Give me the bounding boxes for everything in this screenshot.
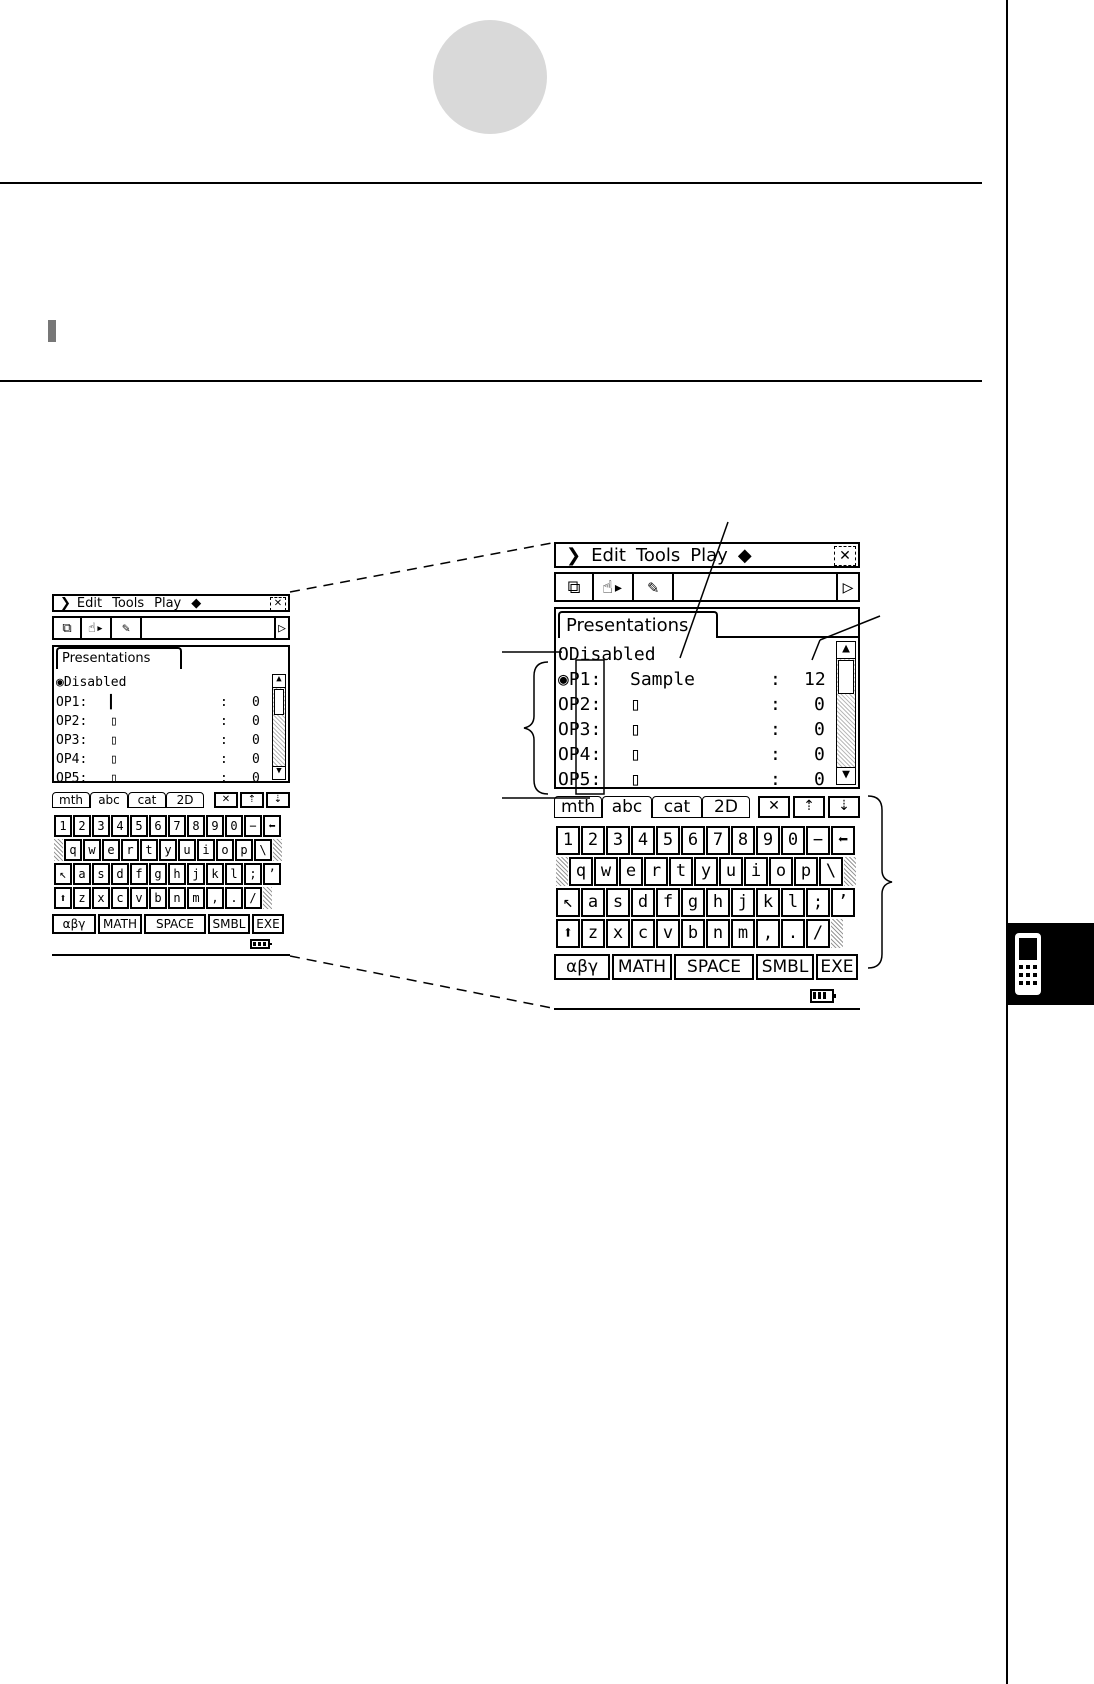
key-bottom-exe[interactable]: EXE	[252, 914, 284, 934]
row-p5[interactable]: OP5: ▯ : 0	[56, 771, 260, 786]
key-row4-6[interactable]: n	[706, 919, 730, 948]
key-row4-2[interactable]: x	[606, 919, 630, 948]
key-row4-0[interactable]: ⬆	[556, 919, 580, 948]
key-row4-1[interactable]: z	[73, 887, 91, 909]
key-row2-6[interactable]: u	[178, 839, 196, 861]
key-row1-10[interactable]: −	[806, 826, 830, 855]
key-row4-5[interactable]: b	[149, 887, 167, 909]
row-disabled[interactable]: ODisabled	[558, 644, 656, 665]
key-row1-1[interactable]: 2	[73, 815, 91, 837]
key-row2-6[interactable]: u	[719, 857, 743, 886]
key-row1-4[interactable]: 5	[130, 815, 148, 837]
key-row1-3[interactable]: 4	[631, 826, 655, 855]
key-bottom-math[interactable]: MATH	[98, 914, 142, 934]
diamond-icon[interactable]: ◆	[737, 544, 752, 566]
scroll-up-icon[interactable]: ▲	[273, 675, 285, 688]
key-row2-7[interactable]: i	[744, 857, 768, 886]
key-row1-2[interactable]: 3	[606, 826, 630, 855]
key-row1-7[interactable]: 8	[187, 815, 205, 837]
key-row1-7[interactable]: 8	[731, 826, 755, 855]
key-row1-0[interactable]: 1	[556, 826, 580, 855]
tab-2d[interactable]: 2D	[702, 796, 750, 818]
key-row1-3[interactable]: 4	[111, 815, 129, 837]
key-row2-7[interactable]: i	[197, 839, 215, 861]
key-row3-5[interactable]: g	[681, 888, 705, 917]
key-row2-3[interactable]: r	[121, 839, 139, 861]
key-row1-9[interactable]: 0	[781, 826, 805, 855]
key-row2-1[interactable]: w	[594, 857, 618, 886]
key-row3-10[interactable]: ;	[806, 888, 830, 917]
key-row3-6[interactable]: h	[706, 888, 730, 917]
row-p5[interactable]: OP5: ▯ : 0	[558, 769, 825, 790]
key-row1-5[interactable]: 6	[149, 815, 167, 837]
key-row3-1[interactable]: a	[581, 888, 605, 917]
key-row2-1[interactable]: w	[83, 839, 101, 861]
key-row3-0[interactable]: ↖	[54, 863, 72, 885]
zoom-line-bottom	[290, 956, 552, 1008]
copy-icon[interactable]: ⧉	[556, 574, 594, 600]
key-row2-9[interactable]: p	[794, 857, 818, 886]
key-row3-11[interactable]: ’	[263, 863, 281, 885]
tab-abc[interactable]: abc	[602, 796, 652, 818]
tab-abc[interactable]: abc	[90, 792, 128, 808]
kb-up-icon[interactable]: ⇡	[793, 796, 825, 818]
key-row4-5[interactable]: b	[681, 919, 705, 948]
key-row3-2[interactable]: s	[92, 863, 110, 885]
row-p1[interactable]: ◉P1: Sample : 12	[558, 669, 826, 690]
close-icon[interactable]: ✕	[834, 546, 856, 566]
key-row1-11[interactable]: ⬅	[831, 826, 855, 855]
menu-play[interactable]: Play	[690, 544, 728, 566]
key-row4-8[interactable]: ,	[756, 919, 780, 948]
key-row1-1[interactable]: 2	[581, 826, 605, 855]
highlight-labels	[576, 660, 604, 794]
key-row4-3[interactable]: c	[631, 919, 655, 948]
kb-delete-icon[interactable]: ✕	[214, 792, 238, 808]
key-bottom-αβγ[interactable]: αβγ	[554, 954, 610, 980]
menu-edit[interactable]: Edit	[591, 544, 626, 566]
tab-cat[interactable]: cat	[652, 796, 702, 818]
key-row3-7[interactable]: j	[187, 863, 205, 885]
key-row2-3[interactable]: r	[644, 857, 668, 886]
key-row1-6[interactable]: 7	[706, 826, 730, 855]
key-row2-2[interactable]: e	[102, 839, 120, 861]
close-icon[interactable]: ✕	[270, 597, 286, 611]
key-row2-0[interactable]: q	[569, 857, 593, 886]
key-row4-10[interactable]: /	[244, 887, 262, 909]
play-hand-icon[interactable]: ☝▸	[82, 618, 112, 638]
key-row4-6[interactable]: n	[168, 887, 186, 909]
edit-icon[interactable]: ✎	[634, 574, 674, 600]
key-row2-4[interactable]: t	[669, 857, 693, 886]
key-row2-8[interactable]: o	[216, 839, 234, 861]
key-row1-0[interactable]: 1	[54, 815, 72, 837]
key-row4-4[interactable]: v	[656, 919, 680, 948]
tab-mth[interactable]: mth	[52, 792, 90, 808]
key-row3-4[interactable]: f	[656, 888, 680, 917]
key-row3-0[interactable]: ↖	[556, 888, 580, 917]
brace-left	[524, 662, 548, 794]
key-row3-3[interactable]: d	[111, 863, 129, 885]
menu-tools[interactable]: Tools	[635, 544, 681, 566]
key-row3-10[interactable]: ;	[244, 863, 262, 885]
key-row2-5[interactable]: y	[694, 857, 718, 886]
copy-icon[interactable]: ⧉	[54, 618, 82, 638]
key-bottom-math[interactable]: MATH	[612, 954, 672, 980]
callout-name	[680, 522, 728, 658]
toolbar-scroll-arrow[interactable]: ▷	[274, 618, 288, 638]
row-p4[interactable]: OP4: ▯ : 0	[56, 752, 260, 767]
play-hand-icon[interactable]: ☝▸	[594, 574, 634, 600]
key-row1-11[interactable]: ⬅	[263, 815, 281, 837]
edit-icon[interactable]: ✎	[112, 618, 142, 638]
row-p2[interactable]: OP2: ▯ : 0	[558, 694, 825, 715]
tab-2d[interactable]: 2D	[166, 792, 204, 808]
key-row4-10[interactable]: /	[806, 919, 830, 948]
key-row2-5[interactable]: y	[159, 839, 177, 861]
tab-presentations[interactable]: Presentations	[56, 647, 182, 669]
key-row4-0[interactable]: ⬆	[54, 887, 72, 909]
key-row3-9[interactable]: l	[781, 888, 805, 917]
tab-mth[interactable]: mth	[554, 796, 602, 818]
row-p4[interactable]: OP4: ▯ : 0	[558, 744, 825, 765]
callout-count	[820, 616, 880, 640]
diamond-icon[interactable]: ◆	[191, 595, 202, 611]
key-row1-8[interactable]: 9	[206, 815, 224, 837]
row-p2[interactable]: OP2: ▯ : 0	[56, 714, 260, 729]
kb-down-icon[interactable]: ⇣	[828, 796, 860, 818]
key-row1-6[interactable]: 7	[168, 815, 186, 837]
key-bottom-space[interactable]: SPACE	[144, 914, 206, 934]
tab-cat[interactable]: cat	[128, 792, 166, 808]
row-disabled[interactable]: ◉Disabled	[56, 675, 127, 690]
key-row3-9[interactable]: l	[225, 863, 243, 885]
brace-right	[868, 796, 892, 968]
key-row2-10[interactable]: \	[819, 857, 843, 886]
callout-count-2	[812, 640, 820, 660]
key-bottom-exe[interactable]: EXE	[816, 954, 858, 980]
key-row1-8[interactable]: 9	[756, 826, 780, 855]
key-row3-3[interactable]: d	[631, 888, 655, 917]
key-row4-7[interactable]: m	[187, 887, 205, 909]
menu-edit[interactable]: Edit	[76, 595, 103, 611]
key-row3-8[interactable]: k	[756, 888, 780, 917]
key-row2-10[interactable]: \	[254, 839, 272, 861]
key-row4-2[interactable]: x	[92, 887, 110, 909]
key-row3-2[interactable]: s	[606, 888, 630, 917]
scroll-down-icon[interactable]: ▼	[837, 767, 855, 784]
key-row1-10[interactable]: −	[244, 815, 262, 837]
key-row2-9[interactable]: p	[235, 839, 253, 861]
key-row3-8[interactable]: k	[206, 863, 224, 885]
key-row3-1[interactable]: a	[73, 863, 91, 885]
key-row2-2[interactable]: e	[619, 857, 643, 886]
key-bottom-smbl[interactable]: SMBL	[756, 954, 814, 980]
menu-play[interactable]: Play	[154, 595, 182, 611]
key-row1-9[interactable]: 0	[225, 815, 243, 837]
key-row2-4[interactable]: t	[140, 839, 158, 861]
toolbar-scroll-arrow[interactable]: ▷	[836, 574, 858, 600]
key-row4-3[interactable]: c	[111, 887, 129, 909]
row-p3[interactable]: OP3: ▯ : 0	[56, 733, 260, 748]
key-row1-4[interactable]: 5	[656, 826, 680, 855]
scroll-down-icon[interactable]: ▼	[273, 766, 285, 779]
tab-presentations[interactable]: Presentations	[558, 611, 718, 638]
key-bottom-αβγ[interactable]: αβγ	[52, 914, 96, 934]
menu-tools[interactable]: Tools	[112, 595, 145, 611]
key-row2-0[interactable]: q	[64, 839, 82, 861]
kb-delete-icon[interactable]: ✕	[758, 796, 790, 818]
key-row3-4[interactable]: f	[130, 863, 148, 885]
key-row1-5[interactable]: 6	[681, 826, 705, 855]
zoom-line-top	[290, 543, 552, 592]
key-row4-9[interactable]: .	[781, 919, 805, 948]
key-row4-7[interactable]: m	[731, 919, 755, 948]
key-row4-1[interactable]: z	[581, 919, 605, 948]
menu-dropdown-icon[interactable]: ❯	[60, 595, 71, 611]
row-p1[interactable]: OP1: ▎ : 0	[56, 695, 260, 710]
key-row4-8[interactable]: ,	[206, 887, 224, 909]
key-row2-8[interactable]: o	[769, 857, 793, 886]
key-row4-4[interactable]: v	[130, 887, 148, 909]
key-row3-5[interactable]: g	[149, 863, 167, 885]
key-row1-2[interactable]: 3	[92, 815, 110, 837]
key-row3-11[interactable]: ’	[831, 888, 855, 917]
key-bottom-space[interactable]: SPACE	[674, 954, 754, 980]
key-row3-7[interactable]: j	[731, 888, 755, 917]
key-row4-9[interactable]: .	[225, 887, 243, 909]
key-row3-6[interactable]: h	[168, 863, 186, 885]
menu-dropdown-icon[interactable]: ❯	[566, 544, 582, 566]
kb-down-icon[interactable]: ⇣	[266, 792, 290, 808]
scroll-up-icon[interactable]: ▲	[837, 642, 855, 659]
row-p3[interactable]: OP3: ▯ : 0	[558, 719, 825, 740]
kb-up-icon[interactable]: ⇡	[240, 792, 264, 808]
key-bottom-smbl[interactable]: SMBL	[208, 914, 250, 934]
